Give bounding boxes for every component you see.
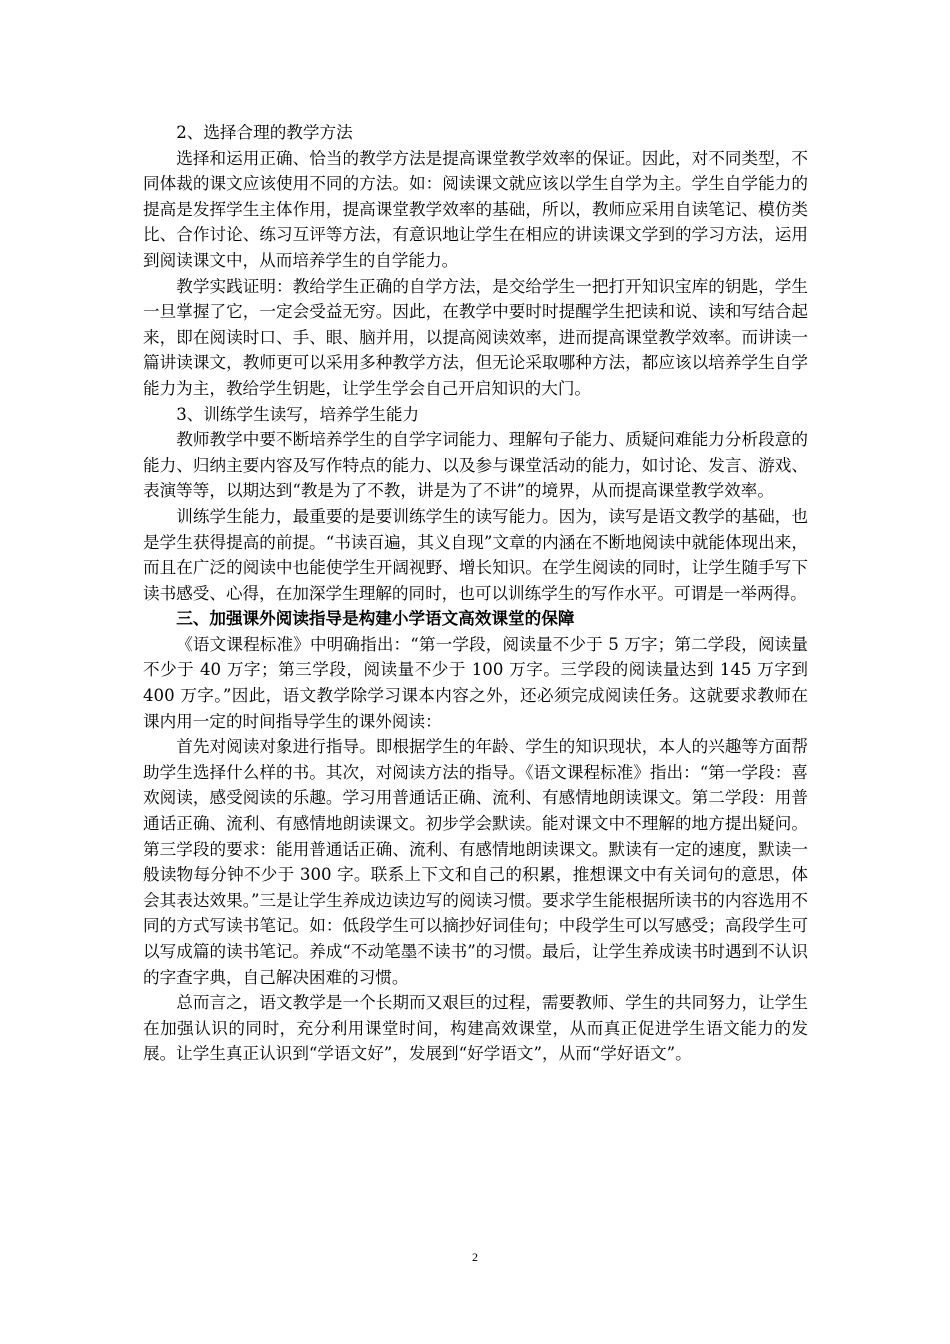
document-body (143, 120, 808, 1067)
section-heading: 3、训练学生读写，培养学生能力 (176, 404, 420, 424)
paragraph: 《语文课程标准》中明确指出：“第一学段，阅读量不少于 5 万字；第二学段，阅读量不少于 40 万字；第三学段，阅读量不少于 100 万字。三学段的阅读量达到 145 万字到 400 万字。”因此，语文教学除学习课本内容之外，还必须完成阅读任务。这就要求教师在课内用一定的时间指导学生的课外阅读： (143, 634, 808, 731)
paragraph: 训练学生能力，最重要的是要训练学生的读写能力。因为，读写是语文教学的基础，也是学生获得提高的前提。“书读百遍，其义自现”文章的内涵在不断地阅读中就能体现出来，而且在广泛的阅读中也能使学生开阔视野、增长知识。在学生阅读的同时，让学生随手写下读书感受、心得，在加深学生理解的同时，也可以训练学生的写作水平。可谓是一举两得。 (143, 506, 808, 603)
paragraph: 首先对阅读对象进行指导。即根据学生的年龄、学生的知识现状，本人的兴趣等方面帮助学生选择什么样的书。其次，对阅读方法的指导。《语文课程标准》指出：“第一学段：喜欢阅读，感受阅读的乐趣。学习用普通话正确、流利、有感情地朗读课文。第二学段：用普通话正确、流利、有感情地朗读课文。初步学会默读。能对课文中不理解的地方提出疑问。第三学段的要求：能用普通话正确、流利、有感情地朗读课文。默读有一定的速度，默读一般读物每分钟不少于 300 字。联系上下文和自己的积累，推想课文中有关词句的意思，体会其表达效果。”三是让学生养成边读边写的阅读习惯。要求学生能根据所读书的内容选用不同的方式写读书笔记。如：低段学生可以摘抄好词佳句；中段学生可以写感受；高段学生可以写成篇的读书笔记。养成“不动笔墨不读书”的习惯。最后，让学生养成读书时遇到不认识的字查字典，自己解决困难的习惯。 (143, 737, 808, 987)
section-heading: 2、选择合理的教学方法 (176, 123, 353, 142)
paragraph: 教师教学中要不断培养学生的自学字词能力、理解句子能力、质疑问难能力分析段意的能力、归纳主要内容及写作特点的能力、以及参与课堂活动的能力，如讨论、发言、游戏、表演等等，以期达到“教是为了不教，讲是为了不讲”的境界，从而提高课堂教学效率。 (143, 430, 808, 501)
paragraph: 总而言之，语文教学是一个长期而又艰巨的过程，需要教师、学生的共同努力，让学生在加强认识的同时，充分利用课堂时间，构建高效课堂，从而真正促进学生语文能力的发展。让学生真正认识到“学语文好”，发展到“好学语文”，从而“学好语文”。 (143, 993, 808, 1064)
chapter-heading: 三、加强课外阅读指导是构建小学语文高效课堂的保障 (176, 608, 575, 629)
page-number: 2 (472, 1250, 478, 1264)
paragraph: 教学实践证明：教给学生正确的自学方法，是交给学生一把打开知识宝库的钥匙，学生一旦掌握了它，一定会受益无穷。因此，在教学中要时时提醒学生把读和说、读和写结合起来，即在阅读时口、手、眼、脑并用，以提高阅读效率，进而提高课堂教学效率。而讲读一篇讲读课文，教师更可以采用多种教学方法，但无论采取哪种方法，都应该以培养学生自学能力为主，教给学生钥匙，让学生学会自己开启知识的大门。 (143, 276, 808, 398)
paragraph: 选择和运用正确、恰当的教学方法是提高课堂教学效率的保证。因此，对不同类型，不同体裁的课文应该使用不同的方法。如：阅读课文就应该以学生自学为主。学生自学能力的提高是发挥学生主体作用，提高课堂教学效率的基础，所以，教师应采用自读笔记、模仿类比、合作讨论、练习互评等方法，有意识地让学生在相应的讲读课文学到的学习方法，运用到阅读课文中，从而培养学生的自学能力。 (143, 148, 808, 270)
